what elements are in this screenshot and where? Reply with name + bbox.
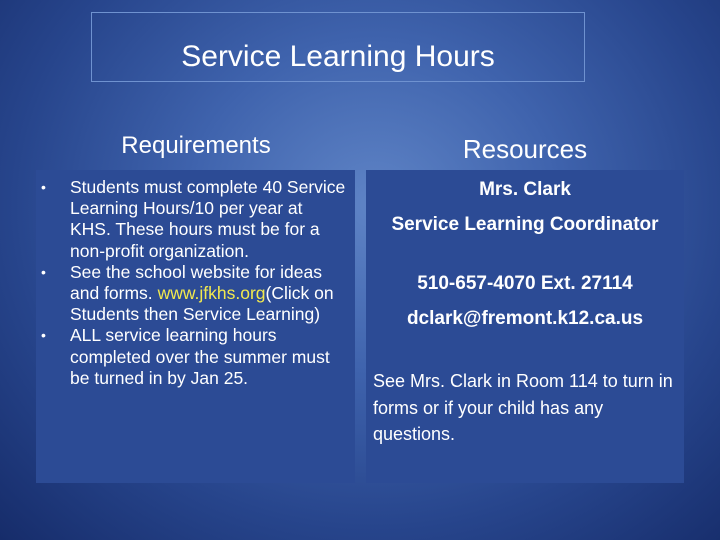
title-box: [91, 12, 585, 82]
contact-note: See Mrs. Clark in Room 114 to turn in forms or if your child has any questions.: [373, 371, 673, 444]
requirements-panel: [36, 170, 355, 483]
requirements-heading: Requirements: [121, 132, 271, 159]
resources-heading: Resources: [462, 134, 588, 164]
school-website-link[interactable]: www.jfkhs.org: [157, 283, 266, 304]
requirement-text: (Click on Students then Service Learning): [70, 283, 334, 325]
contact-role: Service Learning Coordinator: [391, 214, 659, 235]
list-item: [36, 177, 355, 262]
requirements-list: [36, 177, 355, 389]
list-item: [36, 262, 355, 326]
bullet-icon: •: [41, 263, 46, 280]
list-item: [36, 325, 355, 389]
slide-title: Service Learning Hours: [181, 40, 495, 73]
contact-phone: 510-657-4070 Ext. 27114: [417, 273, 633, 294]
requirement-text: ALL service learning hours completed over the summer must be turned in by Jan 25.: [70, 325, 330, 388]
contact-name: Mrs. Clark: [479, 179, 571, 200]
requirement-text: See the school website for ideas and forms.: [70, 261, 322, 304]
contact-email[interactable]: dclark@fremont.k12.ca.us: [406, 308, 644, 329]
bullet-icon: •: [41, 327, 46, 344]
resources-panel: [366, 170, 684, 483]
requirement-text: Students must complete 40 Service Learning Hours/10 per year at KHS. These hours must be for a non-profit organization.: [70, 177, 346, 261]
bullet-icon: •: [41, 179, 46, 195]
